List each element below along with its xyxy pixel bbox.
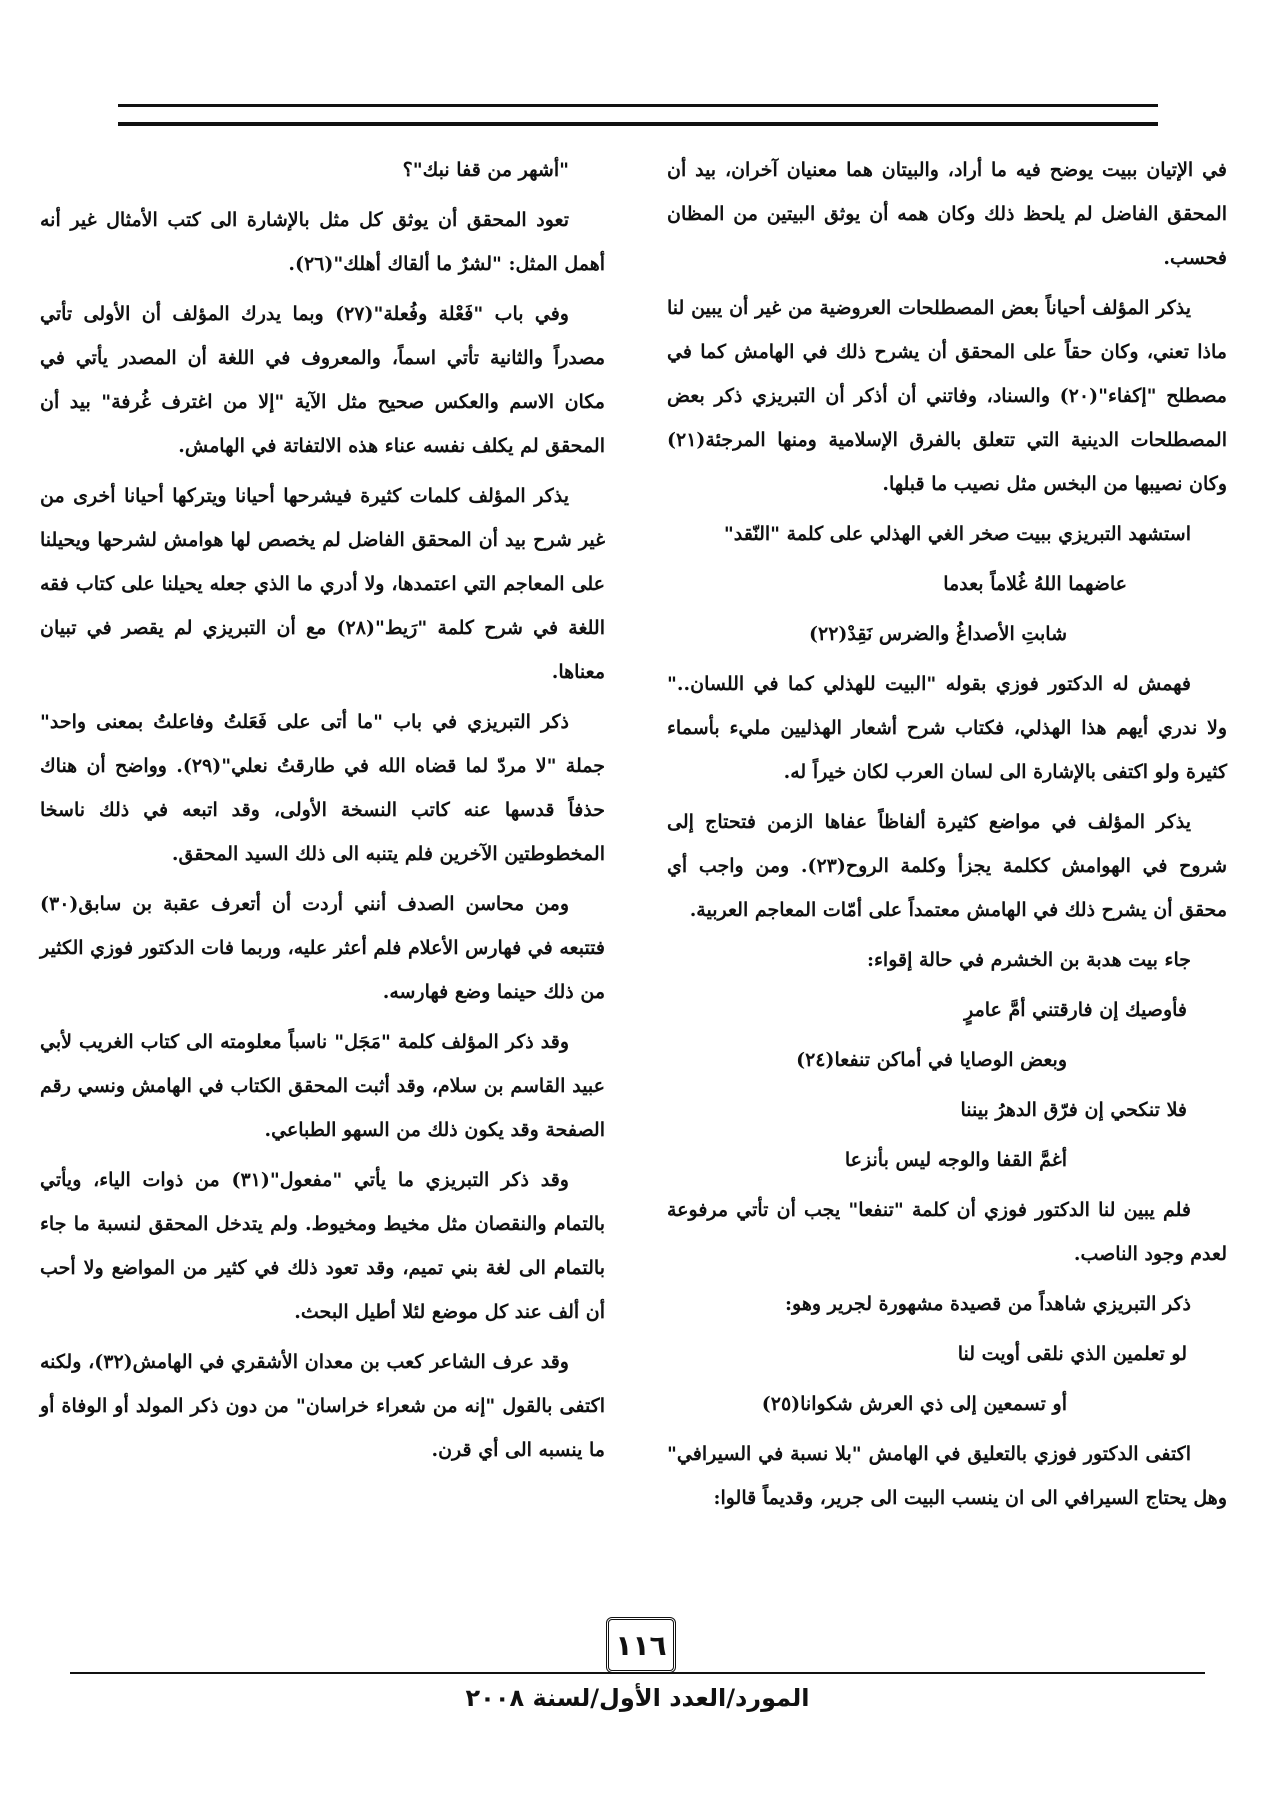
paragraph: يذكر المؤلف أحياناً بعض المصطلحات العروضية من غير أن يبين لنا ماذا تعني، وكان حقاً على المحقق أن يشرح ذلك في الهامش كما في مصطلح "إكفاء"(٢٠) والسناد، وفاتني أن أذكر أن التبريزي ذكر بعض المصطلحات الدينية التي تتعلق بالفرق الإسلامية ومنها المرجئة(٢١) وكان نصيبها من البخس مثل نصيب ما قبلها. bbox=[667, 297, 1227, 495]
paragraph: يذكر المؤلف كلمات كثيرة فيشرحها أحيانا ويتركها أحيانا أخرى من غير شرح بيد أن المحقق الفاضل لم يخصص لها هوامش لشرحها ويحيلنا على المعاجم التي اعتمدها، ولا أدري ما الذي جعله يحيلنا على كتاب فقه اللغة في شرح كلمة "رَيط"(٢٨) مع أن التبريزي لم يقصر في تبيان معناها. bbox=[40, 485, 605, 683]
paragraph: وقد ذكر التبريزي ما يأتي "مفعول"(٣١) من ذوات الياء، ويأتي بالتمام والنقصان مثل مخيط ومخيوط. ولم يتدخل المحقق لنسبة ما جاء بالتمام الى لغة بني تميم، وقد تعود ذلك في كثير من المواضع ولا أحب أن ألف عند كل موضع لئلا أطيل البحث. bbox=[40, 1169, 605, 1323]
paragraph: تعود المحقق أن يوثق كل مثل بالإشارة الى كتب الأمثال غير أنه أهمل المثل: "لشرٌ ما ألقاك أهلك"(٢٦). bbox=[40, 209, 605, 275]
paragraph: "أشهر من قفا نبك"؟ bbox=[402, 159, 569, 181]
left-column bbox=[40, 148, 605, 1478]
paragraph: استشهد التبريزي ببيت صخر الغي الهذلي على كلمة "النّقد" bbox=[723, 523, 1191, 545]
verse-line: أغمَّ القفا والوجه ليس بأنزعا bbox=[844, 1149, 1067, 1171]
right-column bbox=[667, 148, 1227, 1526]
paragraph: ومن محاسن الصدف أنني أردت أن أتعرف عقبة بن سابق(٣٠) فتتبعه في فهارس الأعلام فلم أعثر عليه، وربما فات الدكتور فوزي الكثير من ذلك حينما وضع فهارسه. bbox=[40, 893, 605, 1003]
paragraph: في الإتيان ببيت يوضح فيه ما أراد، والبيتان هما معنيان آخران، بيد أن المحقق الفاضل لم يلحظ ذلك وكان همه أن يوثق البيتين من المظان فحسب. bbox=[667, 159, 1227, 269]
paragraph: ذكر التبريزي في باب "ما أتى على فَعَلتُ وفاعلتُ بمعنى واحد" جملة "لا مردّ لما قضاه الله في طارقتُ نعلي"(٢٩). وواضح أن هناك حذفاً قدسها عنه كاتب النسخة الأولى، وقد اتبعه في ذلك ناسخا المخطوطتين الآخرين فلم يتنبه الى ذلك السيد المحقق. bbox=[40, 711, 605, 865]
paragraph: فلم يبين لنا الدكتور فوزي أن كلمة "تنفعا" يجب أن تأتي مرفوعة لعدم وجود الناصب. bbox=[667, 1199, 1227, 1265]
page-number: ١١٦ bbox=[606, 1617, 676, 1673]
verse-line: فلا تنكحي إن فرّق الدهرُ بيننا bbox=[960, 1099, 1187, 1121]
paragraph: وفي باب "فَعْلة وفُعلة"(٢٧) وبما يدرك المؤلف أن الأولى تأتي مصدراً والثانية تأتي اسماً، والمعروف في اللغة أن المصدر يأتي في مكان الاسم والعكس صحيح مثل الآية "إلا من اغترف غُرفة" بيد أن المحقق لم يكلف نفسه عناء هذه الالتفاتة في الهامش. bbox=[40, 303, 605, 457]
paragraph: ذكر التبريزي شاهداً من قصيدة مشهورة لجرير وهو: bbox=[785, 1293, 1191, 1315]
journal-footer: المورد/العدد الأول/لسنة ٢٠٠٨ bbox=[465, 1684, 810, 1712]
verse-line: أو تسمعين إلى ذي العرش شكوانا(٢٥) bbox=[761, 1393, 1067, 1415]
header-rule-thin bbox=[118, 104, 1158, 107]
verse-line: فأوصيك إن فارقتني أمَّ عامرٍ bbox=[964, 999, 1187, 1021]
verse-line: وبعض الوصايا في أماكن تنفعا(٢٤) bbox=[796, 1049, 1067, 1071]
paragraph: وقد ذكر المؤلف كلمة "مَجَل" ناسباً معلومته الى كتاب الغريب لأبي عبيد القاسم بن سلام، وقد أثبت المحقق الكتاب في الهامش ونسي رقم الصفحة وقد يكون ذلك من السهو الطباعي. bbox=[40, 1031, 605, 1141]
header-rule-thick bbox=[118, 122, 1158, 126]
verse-line: عاضهما اللهُ غُلاماً بعدما bbox=[943, 573, 1127, 595]
verse-line: شابتِ الأصداغُ والضرس نَقِدْ(٢٢) bbox=[808, 623, 1067, 645]
paragraph: يذكر المؤلف في مواضع كثيرة ألفاظاً عفاها الزمن فتحتاج إلى شروح في الهوامش ككلمة يجزأ وكلمة الروح(٢٣). ومن واجب أي محقق أن يشرح ذلك في الهامش معتمداً على أمّات المعاجم العربية. bbox=[667, 811, 1228, 921]
footer-rule bbox=[70, 1672, 1205, 1674]
verse-line: لو تعلمين الذي نلقى أويت لنا bbox=[957, 1343, 1187, 1365]
paragraph: جاء بيت هدبة بن الخشرم في حالة إقواء: bbox=[866, 949, 1191, 971]
paragraph: اكتفى الدكتور فوزي بالتعليق في الهامش "بلا نسبة في السيرافي" وهل يحتاج السيرافي الى ان ينسب البيت الى جرير، وقديماً قالوا: bbox=[667, 1443, 1227, 1509]
paragraph: فهمش له الدكتور فوزي بقوله "البيت للهذلي كما في اللسان.." ولا ندري أيهم هذا الهذلي، فكتاب شرح أشعار الهذليين مليء بأسماء كثيرة ولو اكتفى بالإشارة الى لسان العرب لكان خيراً له. bbox=[667, 673, 1227, 783]
paragraph: وقد عرف الشاعر كعب بن معدان الأشقري في الهامش(٣٢)، ولكنه اكتفى بالقول "إنه من شعراء خراسان" من دون ذكر المولد أو الوفاة أو ما ينسبه الى أي قرن. bbox=[40, 1351, 605, 1461]
